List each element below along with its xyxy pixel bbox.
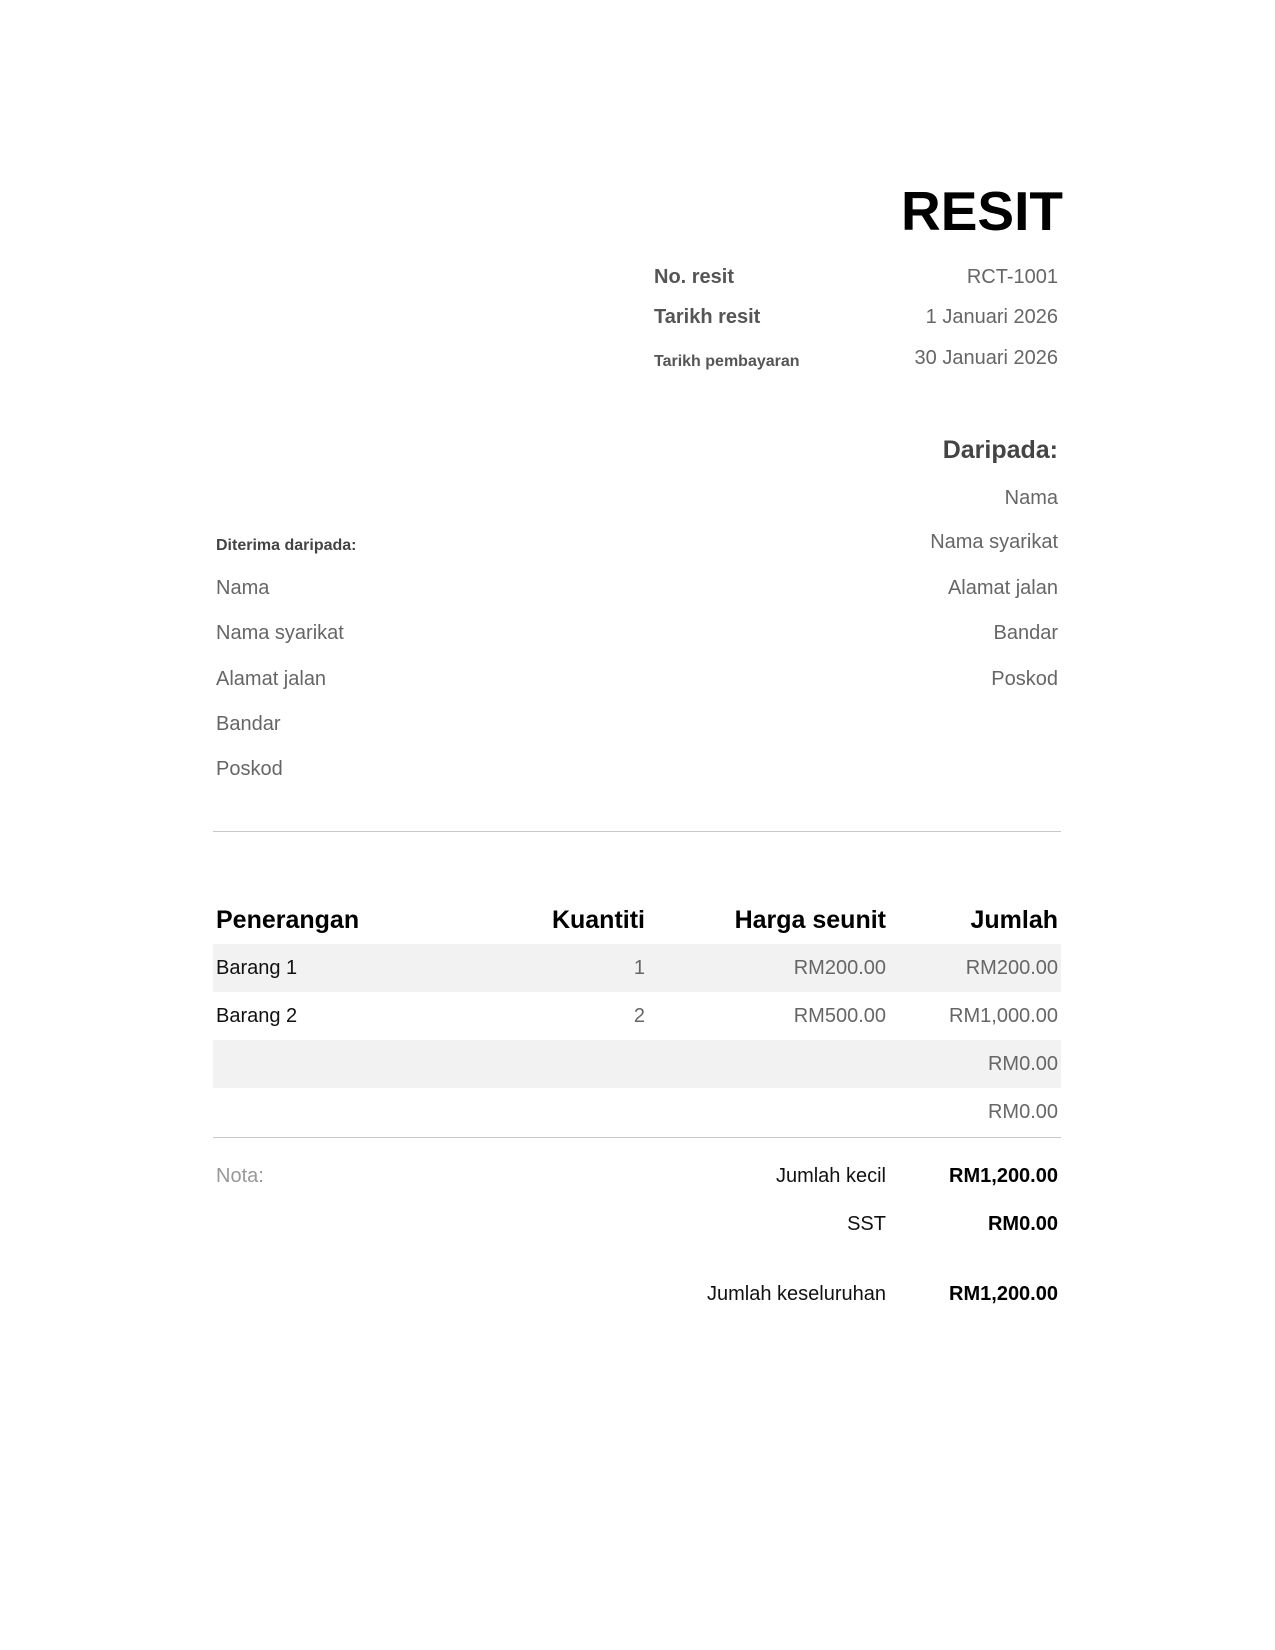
- header-unit-price: Harga seunit: [734, 906, 886, 934]
- row-description: Barang 2: [216, 1005, 298, 1027]
- receipt-number-value: RCT-1001: [966, 266, 1058, 288]
- tax-value: RM0.00: [987, 1213, 1058, 1235]
- row-amount: RM0.00: [987, 1101, 1058, 1123]
- from-city: Bandar: [993, 622, 1058, 644]
- notes-label: Nota:: [216, 1165, 264, 1187]
- from-name: Nama: [1004, 487, 1058, 509]
- tax-label: SST: [847, 1213, 886, 1235]
- header-amount: Jumlah: [970, 906, 1058, 934]
- row-quantity: 2: [633, 1005, 645, 1027]
- row-unit-price: RM200.00: [793, 957, 886, 979]
- row-amount: RM200.00: [965, 957, 1058, 979]
- row-amount: RM1,000.00: [949, 1005, 1058, 1027]
- table-bottom-rule: [213, 1137, 1061, 1138]
- subtotal-value: RM1,200.00: [949, 1165, 1058, 1187]
- received-from-city: Bandar: [216, 713, 281, 735]
- grand-total-value: RM1,200.00: [949, 1283, 1058, 1305]
- from-heading: Daripada:: [942, 436, 1058, 464]
- subtotal-label: Jumlah kecil: [775, 1165, 886, 1187]
- table-row: [213, 1088, 1061, 1136]
- received-from-heading: Diterima daripada:: [216, 537, 357, 554]
- receipt-date-value: 1 Januari 2026: [925, 306, 1058, 328]
- grand-total-label: Jumlah keseluruhan: [707, 1283, 886, 1305]
- payment-date-value: 30 Januari 2026: [914, 347, 1058, 369]
- receipt-title: RESIT: [901, 180, 1063, 242]
- receipt-number-label: No. resit: [654, 266, 735, 288]
- receipt-date-label: Tarikh resit: [654, 306, 761, 328]
- from-company: Nama syarikat: [930, 531, 1058, 553]
- row-unit-price: RM500.00: [793, 1005, 886, 1027]
- header-description: Penerangan: [216, 906, 360, 934]
- row-quantity: 1: [633, 957, 645, 979]
- row-description: Barang 1: [216, 957, 298, 979]
- section-divider: [213, 831, 1061, 832]
- received-from-company: Nama syarikat: [216, 622, 344, 644]
- from-postcode: Poskod: [991, 668, 1058, 690]
- received-from-postcode: Poskod: [216, 758, 283, 780]
- table-row: [213, 1040, 1061, 1088]
- received-from-name: Nama: [216, 577, 270, 599]
- header-quantity: Kuantiti: [551, 906, 645, 934]
- received-from-street: Alamat jalan: [216, 668, 327, 690]
- payment-date-label: Tarikh pembayaran: [654, 353, 800, 370]
- from-street: Alamat jalan: [947, 577, 1058, 599]
- row-amount: RM0.00: [987, 1053, 1058, 1075]
